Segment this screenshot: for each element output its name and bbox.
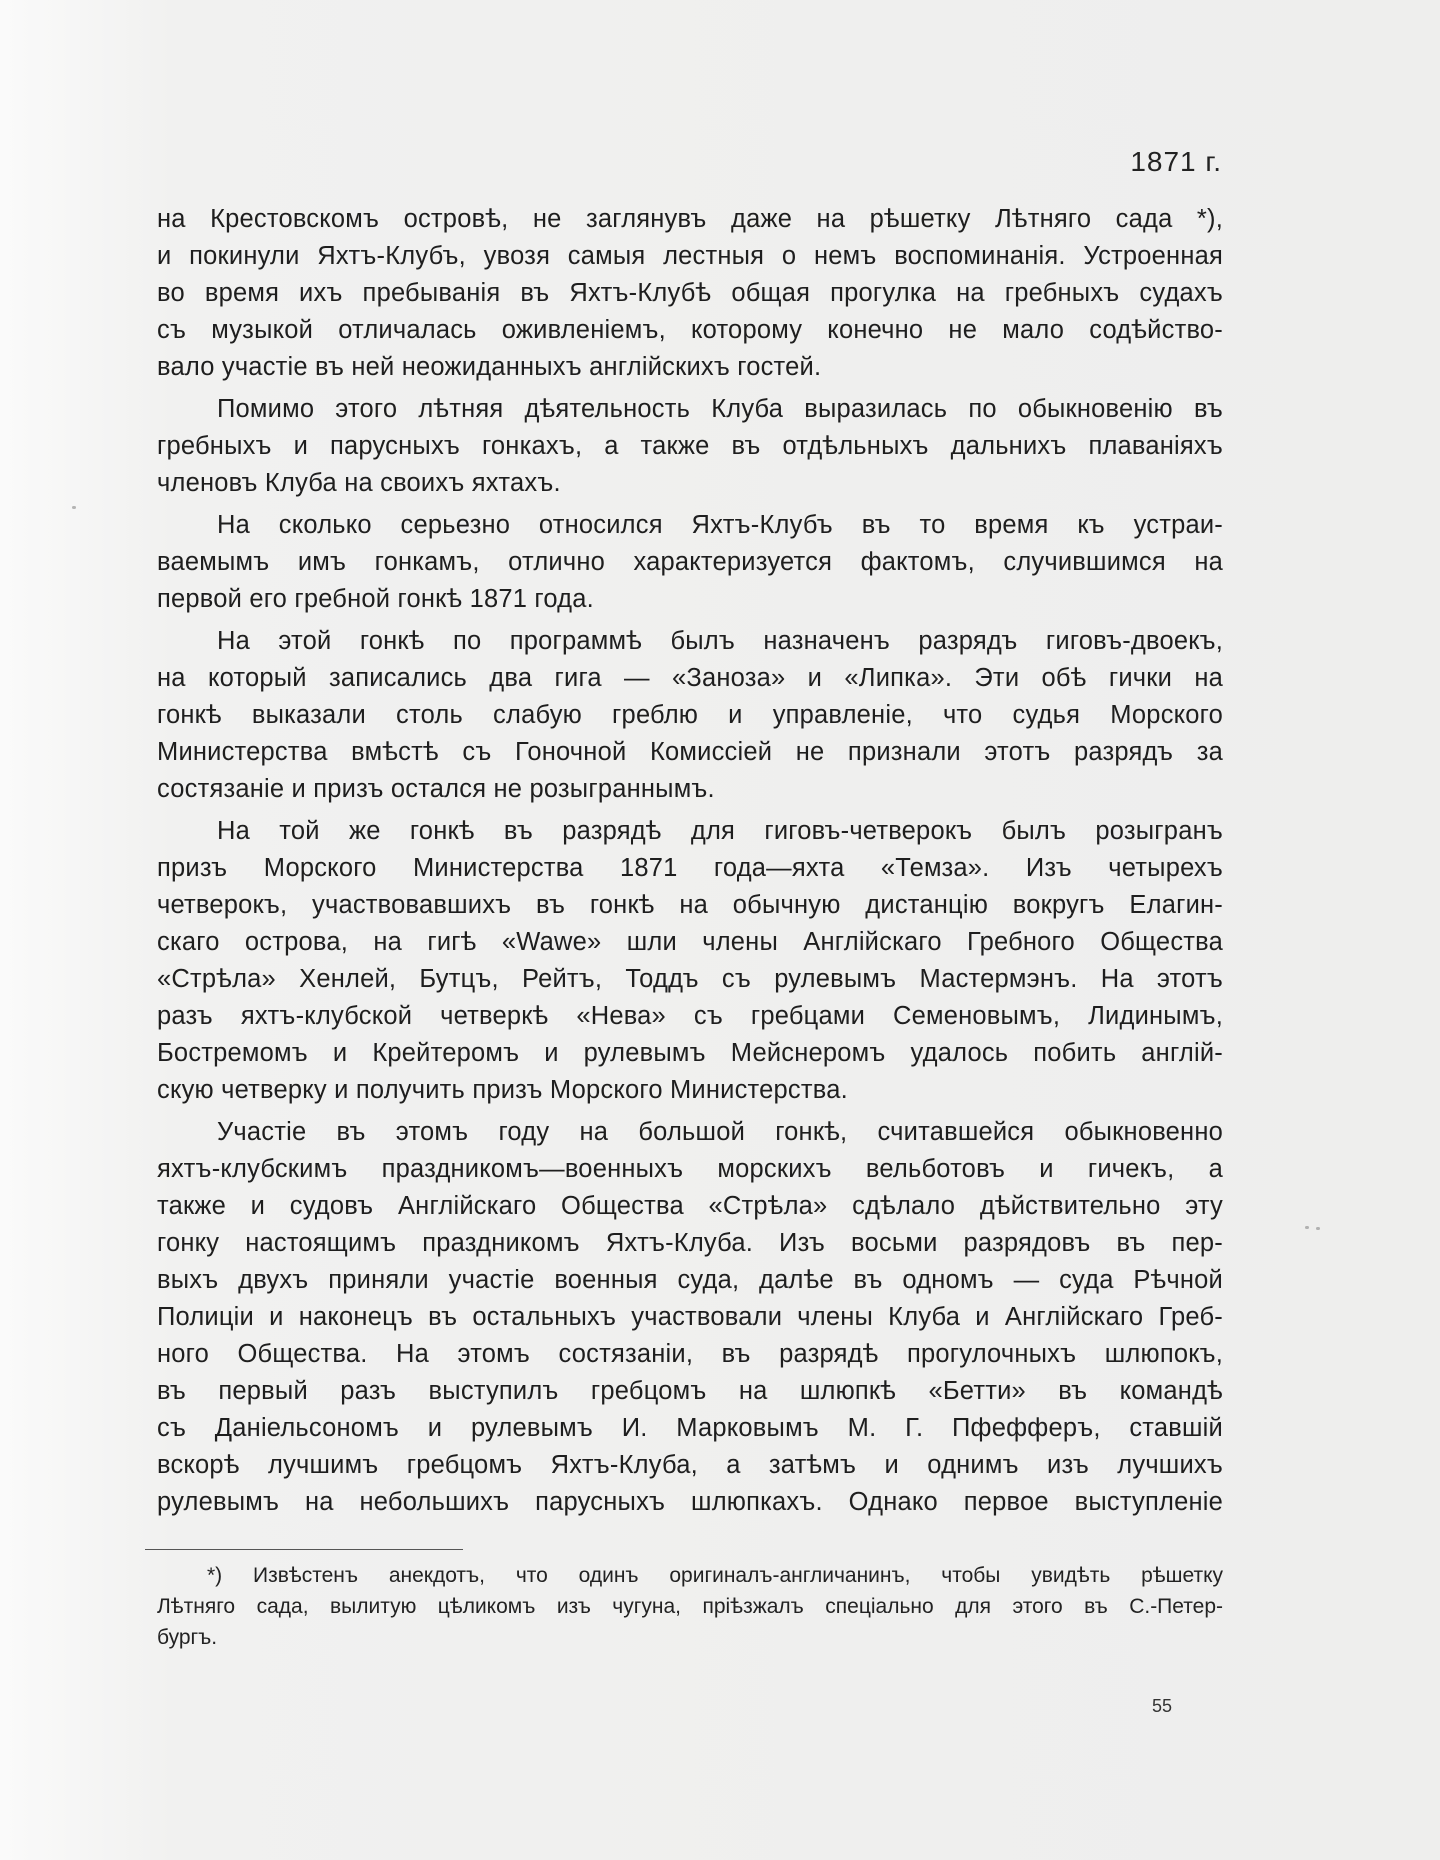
footnote-line: бургъ.	[157, 1626, 218, 1649]
paragraph	[157, 391, 1223, 502]
footnote	[157, 1560, 1223, 1653]
text-line: гребныхъ и парусныхъ гонкахъ, а также въ отдѣльныхъ дальнихъ плаваніяхъ	[157, 432, 1223, 460]
text-line: въ первый разъ выступилъ гребцомъ на шлюпкѣ «Бетти» въ командѣ	[157, 1377, 1223, 1405]
text-line: скую четверку и получить призъ Морского Министерства.	[157, 1076, 848, 1104]
text-line: разъ яхтъ-клубской четверкѣ «Нева» съ гребцами Семеновымъ, Лидинымъ,	[157, 1002, 1223, 1030]
text-line: первой его гребной гонкѣ 1871 года.	[157, 585, 594, 613]
text-line: съ музыкой отличалась оживленіемъ, которому конечно не мало содѣйство-	[157, 316, 1223, 344]
scan-speck	[72, 506, 76, 509]
text-line: Помимо этого лѣтняя дѣятельность Клуба выразилась по обыкновенію въ	[217, 395, 1223, 423]
text-line: На этой гонкѣ по программѣ былъ назначенъ разрядъ гиговъ-двоекъ,	[217, 627, 1223, 655]
text-line: выхъ двухъ приняли участіе военныя суда, далѣе въ одномъ — суда Рѣчной	[157, 1266, 1223, 1294]
paragraph	[157, 813, 1223, 1109]
text-line: На той же гонкѣ въ разрядѣ для гиговъ-четверокъ былъ розыгранъ	[217, 817, 1223, 845]
paragraph	[157, 623, 1223, 808]
text-line: во время ихъ пребыванія въ Яхтъ-Клубѣ общая прогулка на гребныхъ судахъ	[157, 279, 1223, 307]
text-line: на который записались два гига — «Заноза» и «Липка». Эти обѣ гички на	[157, 664, 1223, 692]
body-text	[157, 201, 1223, 1526]
scan-speck	[1305, 1226, 1309, 1229]
text-line: скаго острова, на гигѣ «Wawe» шли члены Англійскаго Гребного Общества	[157, 928, 1223, 956]
running-head-year: 1871 г.	[1130, 146, 1222, 177]
text-line: на Крестовскомъ островѣ, не заглянувъ даже на рѣшетку Лѣтняго сада *),	[157, 205, 1223, 233]
text-line: членовъ Клуба на своихъ яхтахъ.	[157, 469, 561, 497]
paragraph	[157, 1114, 1223, 1521]
scan-speck	[1316, 1227, 1320, 1230]
paragraph	[157, 507, 1223, 618]
text-line: съ Даніельсономъ и рулевымъ И. Марковымъ М. Г. Пфефферъ, ставшій	[157, 1414, 1223, 1442]
text-line: ного Общества. На этомъ состязаніи, въ разрядѣ прогулочныхъ шлюпокъ,	[157, 1340, 1223, 1368]
footnote-divider	[145, 1549, 463, 1550]
text-line: вскорѣ лучшимъ гребцомъ Яхтъ-Клуба, а затѣмъ и однимъ изъ лучшихъ	[157, 1451, 1223, 1479]
text-line: На сколько серьезно относился Яхтъ-Клубъ въ то время къ устраи-	[217, 511, 1223, 539]
text-line: четверокъ, участвовавшихъ въ гонкѣ на обычную дистанцію вокругъ Елагин-	[157, 891, 1223, 919]
text-line: призъ Морского Министерства 1871 года—яхта «Темза». Изъ четырехъ	[157, 854, 1223, 882]
text-line: Бостремомъ и Крейтеромъ и рулевымъ Мейснеромъ удалось побить англій-	[157, 1039, 1223, 1067]
text-line: ваемымъ имъ гонкамъ, отлично характеризуется фактомъ, случившимся на	[157, 548, 1223, 576]
text-line: «Стрѣла» Хенлей, Бутцъ, Рейтъ, Тоддъ съ рулевымъ Мастермэнъ. На этотъ	[157, 965, 1223, 993]
text-line: гонку настоящимъ праздникомъ Яхтъ-Клуба. Изъ восьми разрядовъ въ пер-	[157, 1229, 1223, 1257]
text-line: Полиціи и наконецъ въ остальныхъ участвовали члены Клуба и Англійскаго Греб-	[157, 1303, 1223, 1331]
footnote-line: Лѣтняго сада, вылитую цѣликомъ изъ чугуна, пріѣзжалъ спеціально для этого въ С.-Петер-	[157, 1595, 1223, 1618]
text-line: рулевымъ на небольшихъ парусныхъ шлюпкахъ. Однако первое выступленіе	[157, 1488, 1223, 1516]
text-line: также и судовъ Англійскаго Общества «Стрѣла» сдѣлало дѣйствительно эту	[157, 1192, 1223, 1220]
text-line: вало участіе въ ней неожиданныхъ англійскихъ гостей.	[157, 353, 822, 381]
text-line: Министерства вмѣстѣ съ Гоночной Комиссіей не признали этотъ разрядъ за	[157, 738, 1223, 766]
footnote-line: *) Извѣстенъ анекдотъ, что одинъ оригиналъ-англичанинъ, чтобы увидѣть рѣшетку	[207, 1564, 1223, 1587]
text-line: яхтъ-клубскимъ праздникомъ—военныхъ морскихъ вельботовъ и гичекъ, а	[157, 1155, 1223, 1183]
text-line: Участіе въ этомъ году на большой гонкѣ, считавшейся обыкновенно	[217, 1118, 1223, 1146]
text-line: состязаніе и призъ остался не розыграннымъ.	[157, 775, 715, 803]
text-line: гонкѣ выказали столь слабую греблю и управленіе, что судья Морского	[157, 701, 1223, 729]
text-line: и покинули Яхтъ-Клубъ, увозя самыя лестныя о немъ воспоминанія. Устроенная	[157, 242, 1223, 270]
page-number: 55	[1152, 1696, 1173, 1716]
paragraph	[157, 201, 1223, 386]
